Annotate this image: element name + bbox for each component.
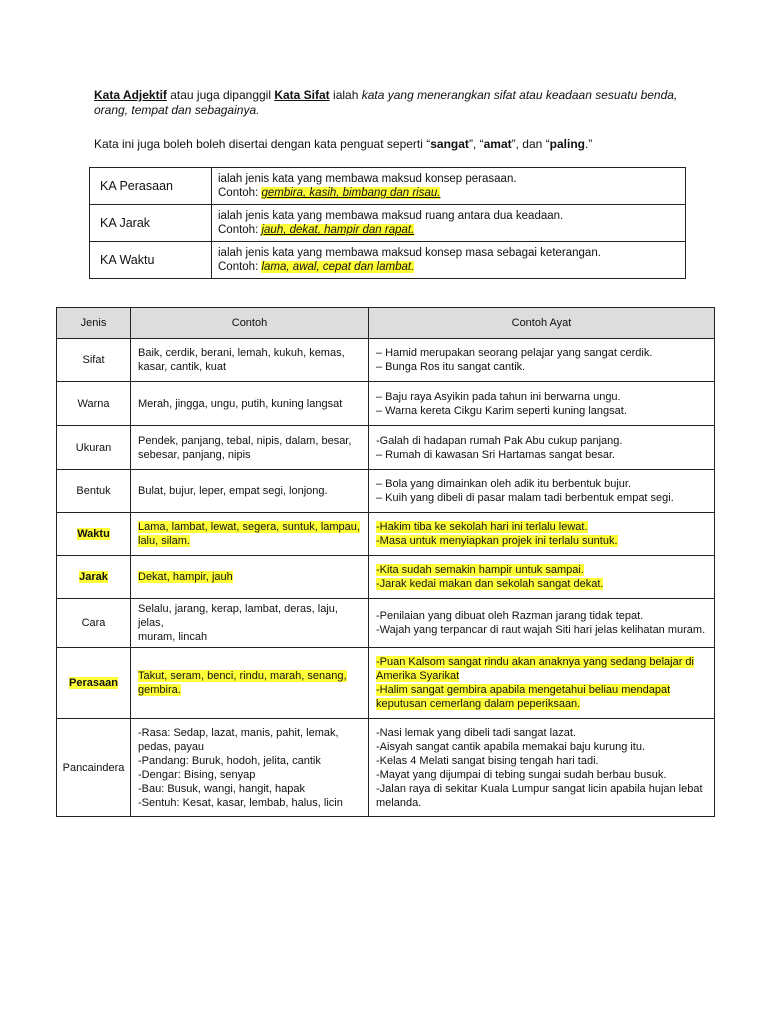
cell-contoh <box>131 719 369 817</box>
contoh-line: Lama, lambat, lewat, segera, suntuk, lampau, <box>138 521 360 533</box>
contoh-line: -Sentuh: Kesat, kasar, lembab, halus, licin <box>138 796 343 809</box>
contoh-label: Contoh: <box>218 261 262 273</box>
intro-text: atau juga dipanggil <box>166 88 275 102</box>
cell-jenis <box>57 426 131 470</box>
cell-contoh <box>131 426 369 470</box>
table-row <box>57 556 715 599</box>
ka-name: KA Waktu <box>90 242 212 279</box>
ayat-line: -Puan Kalsom sangat rindu akan anaknya yang sedang belajar di <box>376 656 694 668</box>
ka-contoh: jauh, dekat, hampir dan rapat. <box>261 224 415 236</box>
ayat-line: -Hakim tiba ke sekolah hari ini terlalu lewat. <box>376 521 588 533</box>
contoh-line: -Rasa: Sedap, lazat, manis, pahit, lemak, <box>138 726 339 739</box>
ayat-line: -Kelas 4 Melati sangat bising tengah hari tadi. <box>376 754 599 767</box>
ka-types-table <box>89 167 686 279</box>
ayat-line: -Kita sudah semakin hampir untuk sampai. <box>376 564 584 576</box>
contoh-line: -Dengar: Bising, senyap <box>138 768 256 781</box>
cell-contoh <box>131 648 369 719</box>
cell-ayat <box>369 382 715 426</box>
ka-desc-text: ialah jenis kata yang membawa maksud konsep masa sebagai keterangan. <box>218 247 601 259</box>
ayat-line: – Bunga Ros itu sangat cantik. <box>376 361 526 373</box>
ka-contoh: lama, awal, cepat dan lambat. <box>261 261 415 273</box>
cell-jenis <box>57 556 131 599</box>
table-row <box>57 382 715 426</box>
ayat-line: – Bola yang dimainkan oleh adik itu berbentuk bujur. <box>376 478 632 490</box>
term-kata-adjektif: Kata Adjektif <box>94 88 167 102</box>
contoh-line: Bulat, bujur, leper, empat segi, lonjong. <box>138 485 328 497</box>
contoh-label: Contoh: <box>218 187 262 199</box>
table-header-row <box>57 308 715 339</box>
contoh-line: gembira. <box>138 684 181 696</box>
header-jenis: Jenis <box>57 308 131 339</box>
word-amat: amat <box>483 137 512 151</box>
cell-ayat <box>369 339 715 382</box>
ayat-line: Amerika Syarikat <box>376 670 460 682</box>
table-row <box>57 339 715 382</box>
ayat-line: – Hamid merupakan seorang pelajar yang sangat cerdik. <box>376 347 653 359</box>
jenis-kata-adjektif-table <box>56 307 715 817</box>
contoh-line: Selalu, jarang, kerap, lambat, deras, laju, jelas, <box>138 603 338 629</box>
contoh-line: sebesar, panjang, nipis <box>138 448 251 461</box>
table-row <box>57 599 715 648</box>
contoh-line: muram, lincah <box>138 631 208 643</box>
jenis-label: Ukuran <box>75 441 112 454</box>
word-sangat: sangat <box>430 137 469 151</box>
cell-ayat <box>369 426 715 470</box>
cell-jenis <box>57 599 131 648</box>
ka-row <box>90 242 686 279</box>
table-row <box>57 470 715 513</box>
ayat-line: -Jalan raya di sekitar Kuala Lumpur sangat licin apabila hujan lebat <box>376 782 703 795</box>
cell-ayat <box>369 513 715 556</box>
cell-ayat <box>369 719 715 817</box>
cell-jenis <box>57 382 131 426</box>
cell-ayat <box>369 599 715 648</box>
contoh-line: Dekat, hampir, jauh <box>138 571 233 583</box>
contoh-line: -Pandang: Buruk, hodoh, jelita, cantik <box>138 754 321 767</box>
cell-jenis <box>57 648 131 719</box>
cell-jenis <box>57 339 131 382</box>
intro-text: .” <box>584 137 593 151</box>
intro-paragraph-penguat <box>94 137 694 152</box>
ayat-line: keputusan cemerlang dalam peperiksaan. <box>376 698 581 710</box>
ayat-line: -Mayat yang dijumpai di tebing sungai sudah berbau busuk. <box>376 768 667 781</box>
word-paling: paling <box>549 137 585 151</box>
cell-ayat <box>369 470 715 513</box>
intro-text: ”, dan “ <box>511 137 550 151</box>
ayat-line: – Kuih yang dibeli di pasar malam tadi berbentuk empat segi. <box>376 492 674 504</box>
ayat-line: melanda. <box>376 796 422 809</box>
ka-row <box>90 205 686 242</box>
cell-contoh <box>131 599 369 648</box>
cell-contoh <box>131 339 369 382</box>
definition-text: kata yang menerangkan sifat atau keadaan sesuatu benda, orang, tempat dan sebagainya. <box>94 88 678 117</box>
ayat-line: -Wajah yang terpancar di raut wajah Siti hari jelas kelihatan muram. <box>376 624 706 636</box>
jenis-label: Sifat <box>82 354 105 366</box>
cell-contoh <box>131 556 369 599</box>
ayat-line: – Rumah di kawasan Sri Hartamas sangat besar. <box>376 448 616 461</box>
cell-ayat <box>369 648 715 719</box>
jenis-label: Jarak <box>79 571 108 583</box>
ka-description <box>212 242 686 279</box>
jenis-label: Warna <box>77 397 110 410</box>
ayat-line: – Warna kereta Cikgu Karim seperti kuning langsat. <box>376 404 627 417</box>
ayat-line: -Galah di hadapan rumah Pak Abu cukup panjang. <box>376 434 623 447</box>
cell-jenis <box>57 513 131 556</box>
table-row <box>57 513 715 556</box>
ayat-line: -Penilaian yang dibuat oleh Razman jarang tidak tepat. <box>376 610 644 622</box>
ka-row <box>90 168 686 205</box>
contoh-line: Takut, seram, benci, rindu, marah, senang, <box>138 670 347 682</box>
ayat-line: – Baju raya Asyikin pada tahun ini berwarna ungu. <box>376 390 621 403</box>
contoh-line: Merah, jingga, ungu, putih, kuning langsat <box>138 397 343 410</box>
contoh-line: -Bau: Busuk, wangi, hangit, hapak <box>138 782 305 795</box>
jenis-label: Pancaindera <box>62 761 125 774</box>
intro-text: ”, “ <box>468 137 484 151</box>
ka-name: KA Perasaan <box>90 168 212 205</box>
term-kata-sifat: Kata Sifat <box>274 88 330 102</box>
jenis-label: Cara <box>81 617 106 629</box>
ka-description <box>212 168 686 205</box>
ayat-line: -Halim sangat gembira apabila mengetahui beliau mendapat <box>376 684 671 696</box>
contoh-label: Contoh: <box>218 224 262 236</box>
contoh-line: Pendek, panjang, tebal, nipis, dalam, besar, <box>138 434 352 447</box>
ka-name: KA Jarak <box>90 205 212 242</box>
contoh-line: Baik, cerdik, berani, lemah, kukuh, kemas, <box>138 347 345 359</box>
cell-contoh <box>131 470 369 513</box>
table-row <box>57 426 715 470</box>
jenis-label: Bentuk <box>76 485 111 497</box>
contoh-line: lalu, silam. <box>138 535 190 547</box>
ka-description <box>212 205 686 242</box>
contoh-line: kasar, cantik, kuat <box>138 361 227 373</box>
intro-paragraph-definition <box>94 88 694 118</box>
jenis-label: Waktu <box>77 528 110 540</box>
table-row <box>57 719 715 817</box>
cell-contoh <box>131 513 369 556</box>
ka-contoh: gembira, kasih, bimbang dan risau. <box>261 187 441 199</box>
header-contoh: Contoh <box>131 308 369 339</box>
ka-desc-text: ialah jenis kata yang membawa maksud konsep perasaan. <box>218 173 517 185</box>
cell-contoh <box>131 382 369 426</box>
intro-text: Kata ini juga boleh boleh disertai dengan kata penguat seperti “ <box>94 137 431 151</box>
intro-text: ialah <box>329 88 362 102</box>
cell-jenis <box>57 470 131 513</box>
jenis-label: Perasaan <box>69 677 118 689</box>
table-row <box>57 648 715 719</box>
ayat-line: -Nasi lemak yang dibeli tadi sangat lazat. <box>376 726 576 739</box>
ayat-line: -Masa untuk menyiapkan projek ini terlalu suntuk. <box>376 535 618 547</box>
cell-jenis <box>57 719 131 817</box>
cell-ayat <box>369 556 715 599</box>
header-contoh-ayat: Contoh Ayat <box>369 308 715 339</box>
contoh-line: pedas, payau <box>138 740 205 753</box>
ka-desc-text: ialah jenis kata yang membawa maksud ruang antara dua keadaan. <box>218 210 564 222</box>
ayat-line: -Aisyah sangat cantik apabila memakai baju kurung itu. <box>376 740 646 753</box>
ayat-line: -Jarak kedai makan dan sekolah sangat dekat. <box>376 578 604 590</box>
